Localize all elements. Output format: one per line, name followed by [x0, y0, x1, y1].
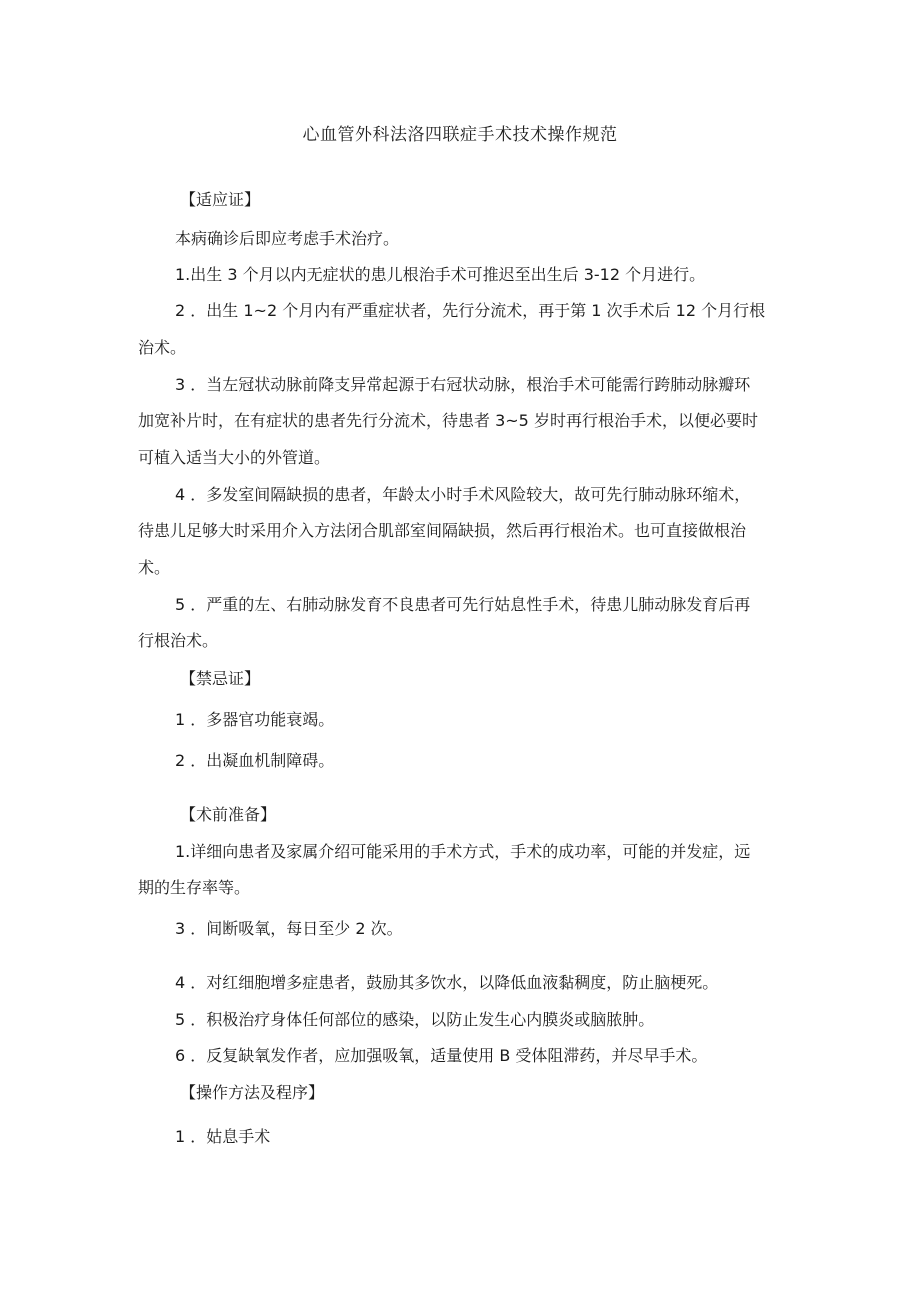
indication-item-2-line-1: 2 ．出生 1~2 个月内有严重症状者，先行分流术，再于第 1 次手术后 12 个月行根 [175, 301, 766, 320]
indication-item-2-line-2: 治术。 [138, 338, 187, 357]
procedure-item-1: 1 ．姑息手术 [175, 1127, 271, 1146]
indication-item-3-line-3: 可植入适当大小的外管道。 [138, 448, 331, 467]
section-heading-indications: 【适应证】 [180, 190, 261, 209]
preop-item-4: 4 ．对红细胞增多症患者，鼓励其多饮水，以降低血液黏稠度，防止脑梗死。 [175, 973, 719, 992]
section-heading-procedure: 【操作方法及程序】 [180, 1083, 325, 1102]
indication-item-5-line-1: 5 ．严重的左、右肺动脉发育不良患者可先行姑息性手术，待患儿肺动脉发育后再 [175, 595, 751, 614]
preop-item-6: 6 ．反复缺氧发作者，应加强吸氧，适量使用 B 受体阻滞药，并尽早手术。 [175, 1046, 708, 1065]
indication-item-4-line-1: 4 ．多发室间隔缺损的患者，年龄太小时手术风险较大，故可先行肺动脉环缩术， [175, 485, 751, 504]
preop-item-1-line-2: 期的生存率等。 [138, 878, 251, 897]
preop-item-5: 5 ．积极治疗身体任何部位的感染，以防止发生心内膜炎或脑脓肿。 [175, 1010, 655, 1029]
paragraph-indications-intro: 本病确诊后即应考虑手术治疗。 [175, 229, 400, 248]
contraindication-item-2: 2 ．出凝血机制障碍。 [175, 751, 335, 770]
indication-item-3-line-2: 加宽补片时，在有症状的患者先行分流术，待患者 3~5 岁时再行根治手术，以便必要时 [138, 411, 758, 430]
indication-item-4-line-3: 术。 [138, 558, 171, 577]
indication-item-1: 1.出生 3 个月以内无症状的患儿根治手术可推迟至出生后 3-12 个月进行。 [175, 265, 706, 284]
indication-item-5-line-2: 行根治术。 [138, 631, 219, 650]
section-heading-contraindications: 【禁忌证】 [180, 669, 261, 688]
section-heading-preop: 【术前准备】 [180, 805, 277, 824]
indication-item-4-line-2: 待患儿足够大时采用介入方法闭合肌部室间隔缺损，然后再行根治术。也可直接做根治 [138, 521, 747, 540]
indication-item-3-line-1: 3 ．当左冠状动脉前降支异常起源于右冠状动脉，根治手术可能需行跨肺动脉瓣环 [175, 375, 751, 394]
contraindication-item-1: 1 ．多器官功能衰竭。 [175, 710, 335, 729]
preop-item-3: 3 ．间断吸氧，每日至少 2 次。 [175, 919, 403, 938]
preop-item-1-line-1: 1.详细向患者及家属介绍可能采用的手术方式，手术的成功率，可能的并发症，远 [175, 842, 751, 861]
document-title: 心血管外科法洛四联症手术技术操作规范 [302, 125, 618, 145]
